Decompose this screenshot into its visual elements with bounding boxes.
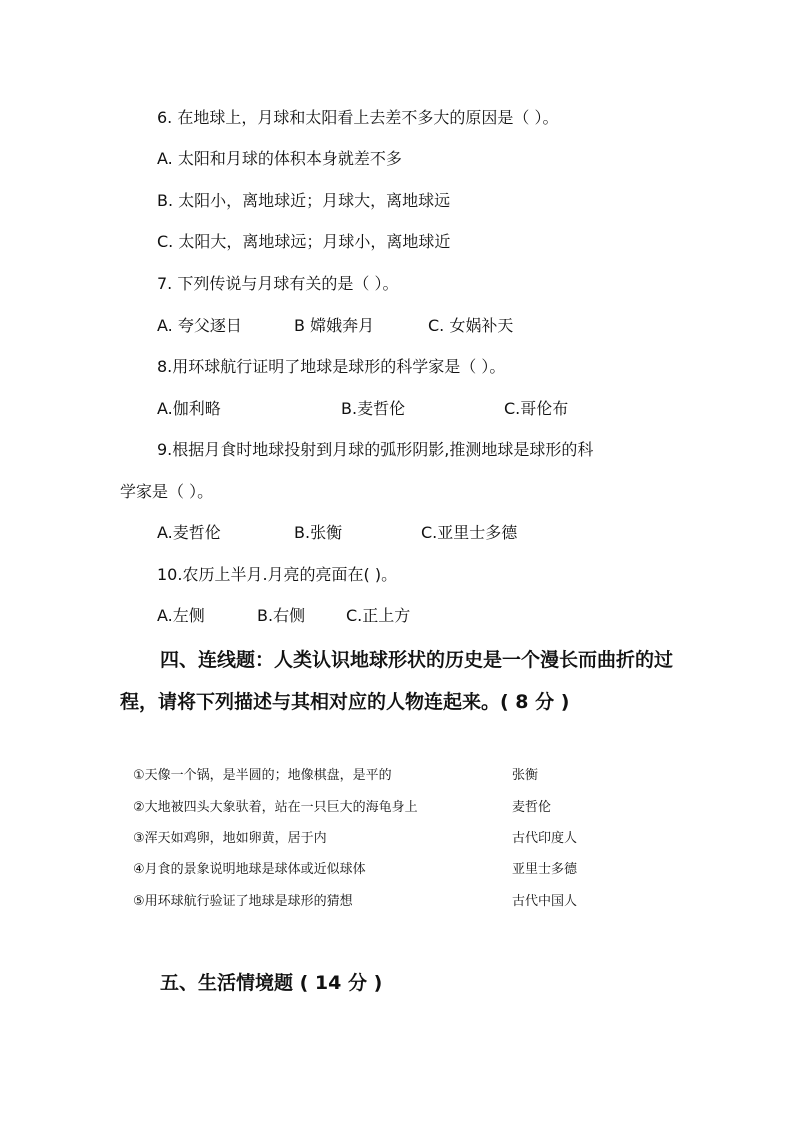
question-8-option-b: B.麦哲伦 [341, 399, 406, 418]
section-4-title-line1: 四、连线题：人类认识地球形状的历史是一个漫长而曲折的过 [160, 649, 674, 671]
question-7-stem: 7. 下列传说与月球有关的是（ ）。 [157, 274, 399, 293]
question-10-option-b: B.右侧 [257, 606, 306, 625]
question-9-option-c: C.亚里士多德 [421, 523, 518, 542]
question-6-stem: 6. 在地球上，月球和太阳看上去差不多大的原因是（ ）。 [157, 108, 559, 127]
matching-person-1: 张衡 [512, 768, 539, 783]
matching-description-2: ②大地被四头大象驮着，站在一只巨大的海龟身上 [133, 800, 418, 815]
question-8-option-a: A.伽利略 [157, 399, 221, 418]
matching-person-2: 麦哲伦 [512, 800, 552, 815]
question-10-option-c: C.正上方 [346, 606, 411, 625]
question-10-stem: 10.农历上半月.月亮的亮面在( )。 [157, 565, 398, 584]
question-7-option-b: B 嫦娥奔月 [294, 316, 375, 335]
question-9-option-a: A.麦哲伦 [157, 523, 221, 542]
question-9-stem-line1: 9.根据月食时地球投射到月球的弧形阴影,推测地球是球形的科 [157, 440, 594, 459]
section-5-title: 五、生活情境题 ( 14 分 ) [160, 972, 383, 994]
question-9-option-b: B.张衡 [294, 523, 343, 542]
matching-person-3: 古代印度人 [512, 831, 578, 846]
matching-person-5: 古代中国人 [512, 894, 578, 909]
question-9-stem-line2: 学家是（ ）。 [120, 482, 214, 501]
matching-person-4: 亚里士多德 [512, 862, 578, 877]
matching-description-3: ③浑天如鸡卵，地如卵黄，居于内 [133, 831, 327, 846]
question-6-option-c: C. 太阳大，离地球远；月球小，离地球近 [157, 232, 451, 251]
question-6-option-b: B. 太阳小，离地球近；月球大，离地球远 [157, 191, 451, 210]
question-7-option-c: C. 女娲补天 [428, 316, 514, 335]
section-4-title-line2: 程，请将下列描述与其相对应的人物连起来。( 8 分 ) [120, 691, 570, 713]
question-10-option-a: A.左侧 [157, 606, 205, 625]
matching-description-1: ①天像一个锅，是半圆的；地像棋盘，是平的 [133, 768, 392, 783]
question-8-option-c: C.哥伦布 [504, 399, 569, 418]
question-6-option-a: A. 太阳和月球的体积本身就差不多 [157, 149, 402, 168]
question-8-stem: 8.用环球航行证明了地球是球形的科学家是（ ）。 [157, 357, 506, 376]
matching-description-4: ④月食的景象说明地球是球体或近似球体 [133, 862, 366, 877]
matching-description-5: ⑤用环球航行验证了地球是球形的猜想 [133, 894, 353, 909]
question-7-option-a: A. 夸父逐日 [157, 316, 242, 335]
